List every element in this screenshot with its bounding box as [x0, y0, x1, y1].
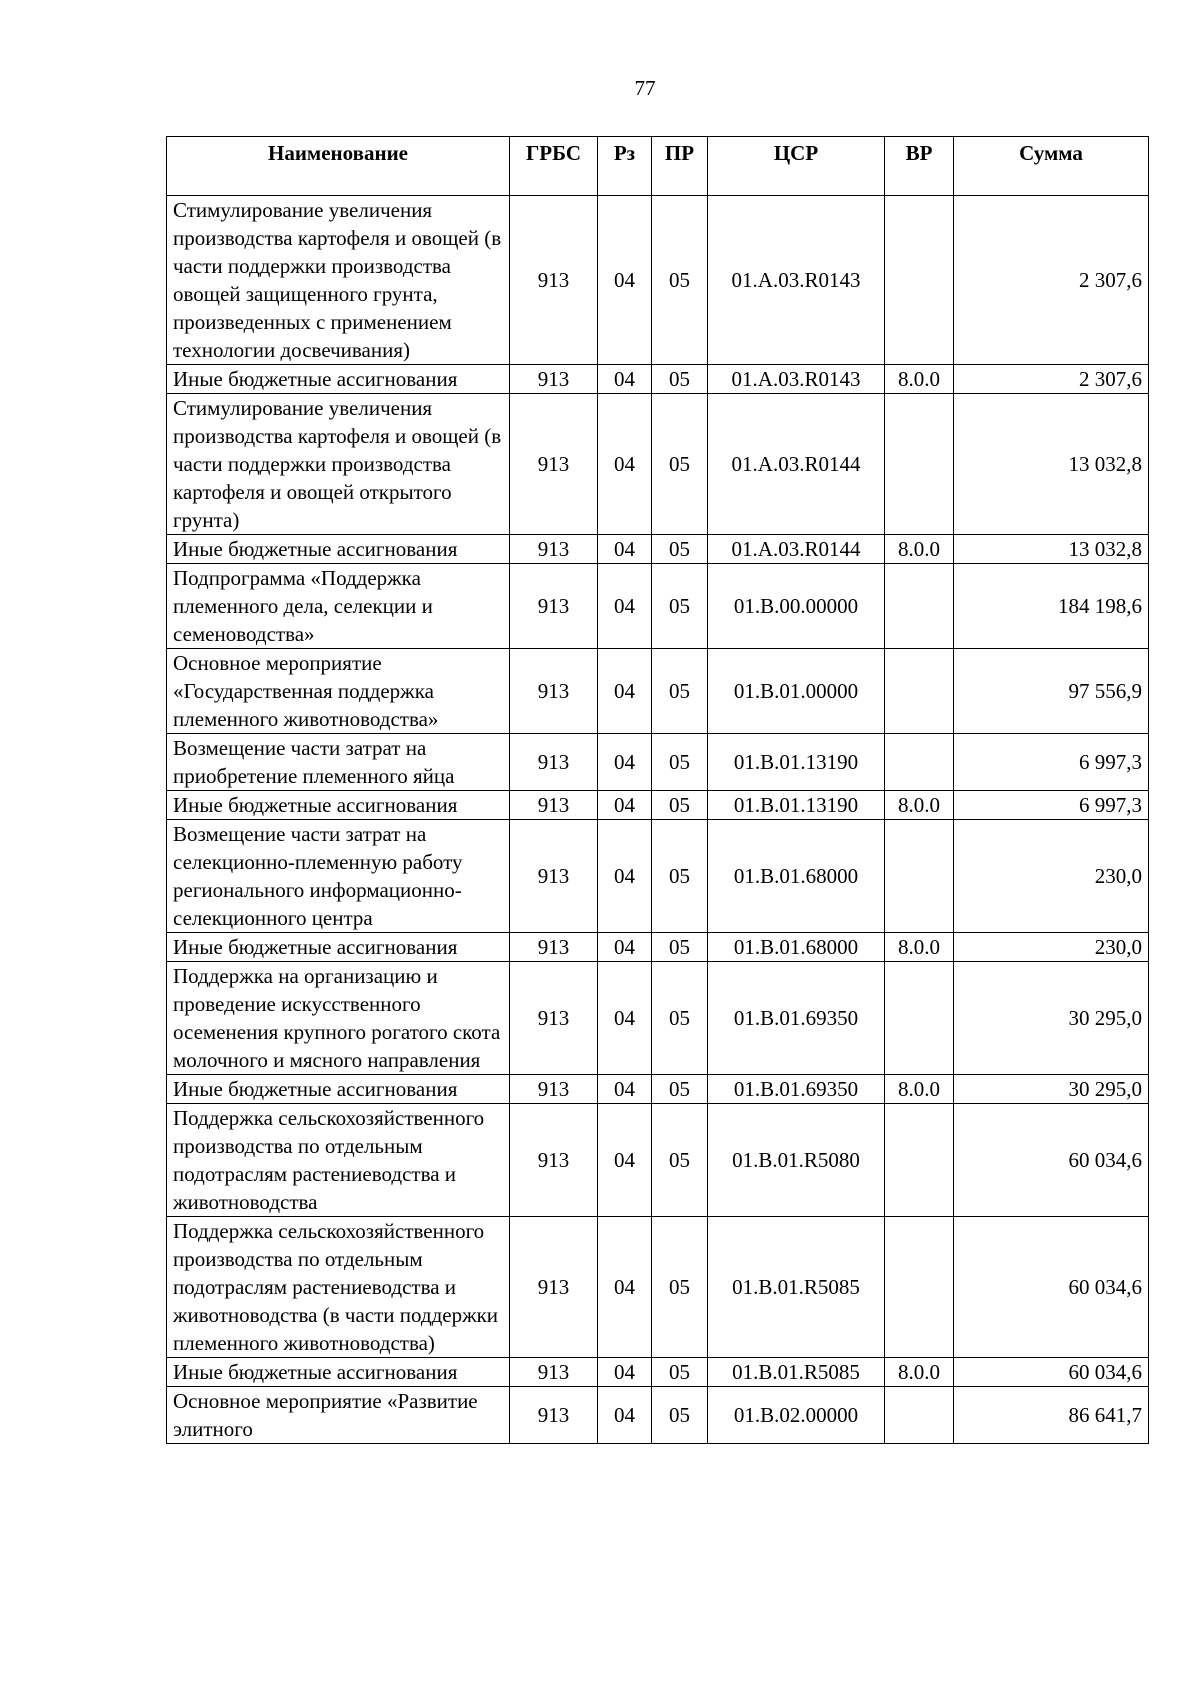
row-vr — [885, 962, 954, 1075]
row-vr — [885, 820, 954, 933]
row-rz: 04 — [598, 962, 652, 1075]
row-name: Основное мероприятие «Развитие элитного — [167, 1387, 510, 1444]
row-pr: 05 — [652, 1217, 708, 1358]
row-grbs: 913 — [510, 791, 598, 820]
header-rz: Рз — [598, 137, 652, 196]
table-row — [167, 1358, 1149, 1387]
row-pr: 05 — [652, 962, 708, 1075]
row-name: Иные бюджетные ассигнования — [167, 535, 510, 564]
header-csr: ЦСР — [708, 137, 885, 196]
table-row — [167, 1387, 1149, 1444]
row-vr — [885, 1104, 954, 1217]
row-name: Основное мероприятие «Государственная поддержка племенного животноводства» — [167, 649, 510, 734]
row-sum: 230,0 — [954, 820, 1149, 933]
row-name: Возмещение части затрат на селекционно-племенную работу регионального информационно-селекционного центра — [167, 820, 510, 933]
row-vr — [885, 649, 954, 734]
table-row — [167, 649, 1149, 734]
row-csr: 01.В.01.68000 — [708, 820, 885, 933]
header-pr: ПР — [652, 137, 708, 196]
header-grbs: ГРБС — [510, 137, 598, 196]
row-sum: 230,0 — [954, 933, 1149, 962]
table-row — [167, 933, 1149, 962]
row-grbs: 913 — [510, 535, 598, 564]
page-number: 77 — [634, 76, 656, 100]
row-sum: 30 295,0 — [954, 1075, 1149, 1104]
row-pr: 05 — [652, 791, 708, 820]
row-rz: 04 — [598, 1387, 652, 1444]
budget-table — [166, 136, 1149, 1444]
row-pr: 05 — [652, 649, 708, 734]
row-vr: 8.0.0 — [885, 933, 954, 962]
row-csr: 01.В.01.13190 — [708, 734, 885, 791]
row-csr: 01.В.02.00000 — [708, 1387, 885, 1444]
row-csr: 01.В.01.69350 — [708, 962, 885, 1075]
row-rz: 04 — [598, 1358, 652, 1387]
table-body — [167, 196, 1149, 1444]
row-vr: 8.0.0 — [885, 365, 954, 394]
table-row — [167, 734, 1149, 791]
row-rz: 04 — [598, 1217, 652, 1358]
table-row — [167, 820, 1149, 933]
row-rz: 04 — [598, 535, 652, 564]
row-grbs: 913 — [510, 394, 598, 535]
row-name: Возмещение части затрат на приобретение племенного яйца — [167, 734, 510, 791]
row-sum: 13 032,8 — [954, 535, 1149, 564]
row-vr: 8.0.0 — [885, 791, 954, 820]
row-sum: 184 198,6 — [954, 564, 1149, 649]
row-sum: 6 997,3 — [954, 791, 1149, 820]
row-name: Иные бюджетные ассигнования — [167, 1358, 510, 1387]
row-name: Поддержка на организацию и проведение искусственного осеменения крупного рогатого скота молочного и мясного направления — [167, 962, 510, 1075]
row-pr: 05 — [652, 734, 708, 791]
row-grbs: 913 — [510, 820, 598, 933]
row-rz: 04 — [598, 791, 652, 820]
row-grbs: 913 — [510, 933, 598, 962]
header-sum: Сумма — [954, 137, 1149, 196]
row-pr: 05 — [652, 564, 708, 649]
row-name: Иные бюджетные ассигнования — [167, 933, 510, 962]
row-vr — [885, 734, 954, 791]
row-csr: 01.В.01.69350 — [708, 1075, 885, 1104]
row-rz: 04 — [598, 820, 652, 933]
row-grbs: 913 — [510, 962, 598, 1075]
row-rz: 04 — [598, 394, 652, 535]
row-grbs: 913 — [510, 734, 598, 791]
row-sum: 13 032,8 — [954, 394, 1149, 535]
row-sum: 86 641,7 — [954, 1387, 1149, 1444]
row-csr: 01.А.03.R0144 — [708, 535, 885, 564]
row-rz: 04 — [598, 649, 652, 734]
row-vr: 8.0.0 — [885, 535, 954, 564]
row-pr: 05 — [652, 535, 708, 564]
row-sum: 97 556,9 — [954, 649, 1149, 734]
row-pr: 05 — [652, 365, 708, 394]
header-vr: ВР — [885, 137, 954, 196]
row-sum: 60 034,6 — [954, 1358, 1149, 1387]
row-pr: 05 — [652, 1104, 708, 1217]
row-name: Подпрограмма «Поддержка племенного дела, селекции и семеноводства» — [167, 564, 510, 649]
row-pr: 05 — [652, 1387, 708, 1444]
row-name: Иные бюджетные ассигнования — [167, 365, 510, 394]
table-row — [167, 196, 1149, 365]
row-name: Поддержка сельскохозяйственного производства по отдельным подотраслям растениеводства и животноводства (в части поддержки племенного животноводства) — [167, 1217, 510, 1358]
table-header-row — [167, 137, 1149, 196]
row-vr — [885, 196, 954, 365]
row-grbs: 913 — [510, 649, 598, 734]
row-grbs: 913 — [510, 1217, 598, 1358]
row-grbs: 913 — [510, 365, 598, 394]
row-grbs: 913 — [510, 1104, 598, 1217]
row-vr: 8.0.0 — [885, 1075, 954, 1104]
row-grbs: 913 — [510, 564, 598, 649]
row-sum: 6 997,3 — [954, 734, 1149, 791]
row-csr: 01.В.00.00000 — [708, 564, 885, 649]
row-rz: 04 — [598, 564, 652, 649]
table-row — [167, 1075, 1149, 1104]
row-csr: 01.А.03.R0143 — [708, 365, 885, 394]
row-rz: 04 — [598, 1075, 652, 1104]
row-csr: 01.В.01.68000 — [708, 933, 885, 962]
row-csr: 01.А.03.R0143 — [708, 196, 885, 365]
row-csr: 01.В.01.R5085 — [708, 1358, 885, 1387]
table-row — [167, 791, 1149, 820]
row-rz: 04 — [598, 196, 652, 365]
row-csr: 01.А.03.R0144 — [708, 394, 885, 535]
table-row — [167, 1217, 1149, 1358]
row-grbs: 913 — [510, 1358, 598, 1387]
row-csr: 01.В.01.R5085 — [708, 1217, 885, 1358]
row-sum: 30 295,0 — [954, 962, 1149, 1075]
row-sum: 2 307,6 — [954, 365, 1149, 394]
row-pr: 05 — [652, 820, 708, 933]
row-csr: 01.В.01.13190 — [708, 791, 885, 820]
table-row — [167, 564, 1149, 649]
row-rz: 04 — [598, 1104, 652, 1217]
table-row — [167, 394, 1149, 535]
row-pr: 05 — [652, 933, 708, 962]
row-csr: 01.В.01.R5080 — [708, 1104, 885, 1217]
row-rz: 04 — [598, 365, 652, 394]
row-grbs: 913 — [510, 196, 598, 365]
row-vr — [885, 1387, 954, 1444]
row-name: Поддержка сельскохозяйственного производства по отдельным подотраслям растениеводства и животноводства — [167, 1104, 510, 1217]
row-vr — [885, 394, 954, 535]
row-sum: 60 034,6 — [954, 1104, 1149, 1217]
row-rz: 04 — [598, 734, 652, 791]
table-row — [167, 365, 1149, 394]
row-pr: 05 — [652, 1075, 708, 1104]
row-sum: 60 034,6 — [954, 1217, 1149, 1358]
row-grbs: 913 — [510, 1075, 598, 1104]
header-name: Наименование — [167, 137, 510, 196]
row-name: Иные бюджетные ассигнования — [167, 1075, 510, 1104]
row-pr: 05 — [652, 196, 708, 365]
row-pr: 05 — [652, 1358, 708, 1387]
table-row — [167, 962, 1149, 1075]
row-name: Стимулирование увеличения производства картофеля и овощей (в части поддержки производства овощей защищенного грунта, произведенных с применением технологии досвечивания) — [167, 196, 510, 365]
row-vr: 8.0.0 — [885, 1358, 954, 1387]
row-pr: 05 — [652, 394, 708, 535]
row-sum: 2 307,6 — [954, 196, 1149, 365]
row-name: Стимулирование увеличения производства картофеля и овощей (в части поддержки производства картофеля и овощей открытого грунта) — [167, 394, 510, 535]
row-grbs: 913 — [510, 1387, 598, 1444]
row-rz: 04 — [598, 933, 652, 962]
table-row — [167, 535, 1149, 564]
row-name: Иные бюджетные ассигнования — [167, 791, 510, 820]
row-csr: 01.В.01.00000 — [708, 649, 885, 734]
row-vr — [885, 564, 954, 649]
row-vr — [885, 1217, 954, 1358]
table-row — [167, 1104, 1149, 1217]
